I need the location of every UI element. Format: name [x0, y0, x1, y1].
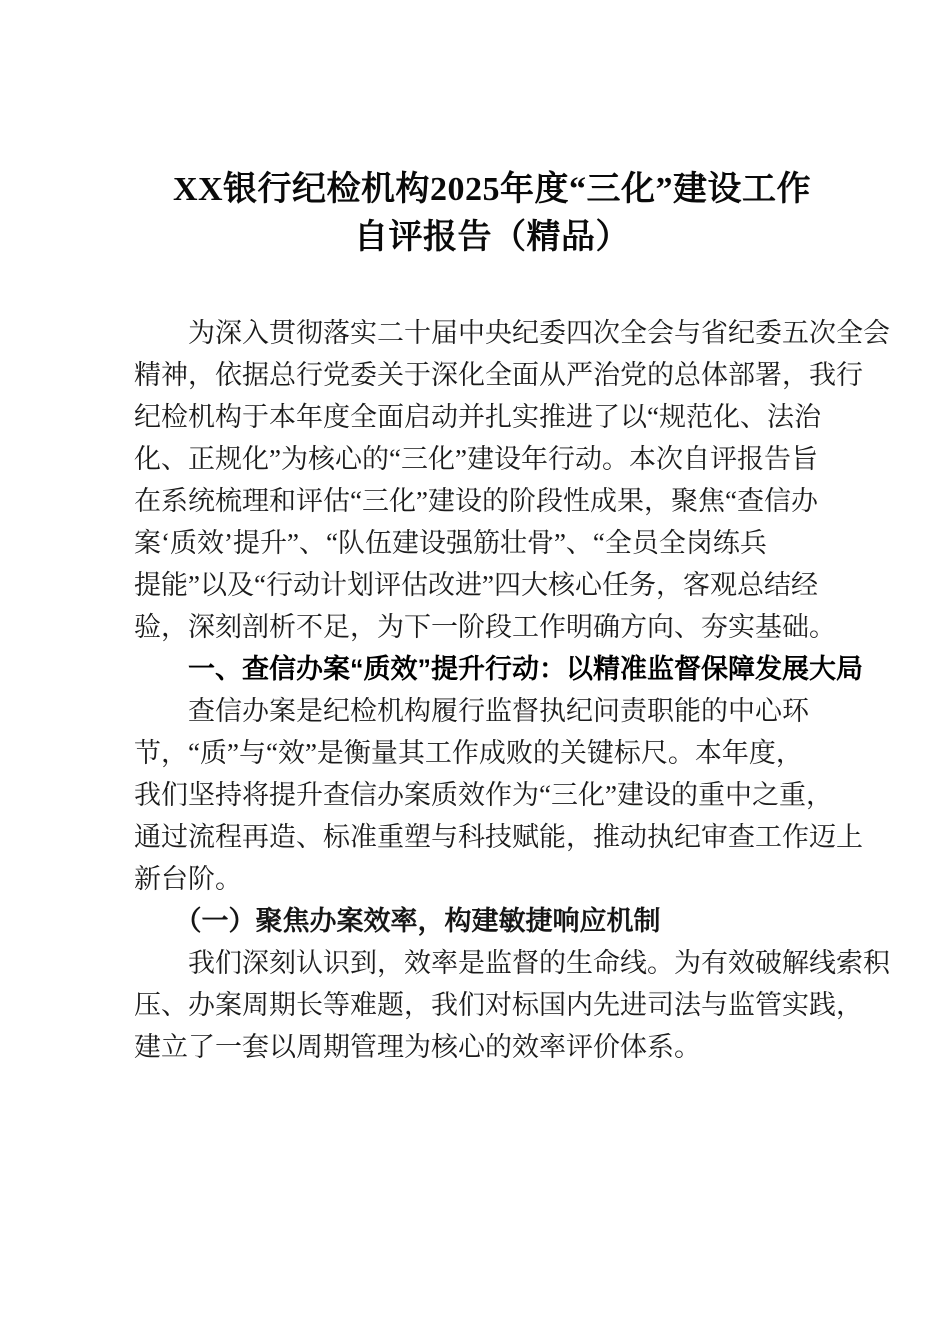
subsection-1-1-paragraph [134, 942, 890, 1068]
page-title [134, 0, 850, 262]
text-line: 通过流程再造、标准重塑与科技赋能，推动执纪审查工作迈上 [134, 822, 863, 852]
text-line: 验，深刻剖析不足，为下一阶段工作明确方向、夯实基础。 [134, 612, 836, 642]
document-body [134, 0, 890, 1068]
text-line: 在系统梳理和评估“三化”建设的阶段性成果，聚焦“查信办 [134, 486, 818, 516]
text-line: 我们坚持将提升查信办案质效作为“三化”建设的重中之重， [134, 780, 833, 810]
title-spacer [134, 262, 850, 312]
text-line: 新台阶。 [134, 864, 242, 894]
title-line-2: 自评报告（精品） [354, 219, 630, 256]
text-line: 化、正规化”为核心的“三化”建设年行动。本次自评报告旨 [134, 444, 818, 474]
text-line: 精神，依据总行党委关于深化全面从严治党的总体部署，我行 [134, 360, 863, 390]
text-line: 提能”以及“行动计划评估改进”四大核心任务，客观总结经 [134, 570, 818, 600]
intro-paragraph [134, 312, 890, 648]
text-line: 案‘质效’提升”、“队伍建设强筋壮骨”、“全员全岗练兵 [134, 528, 767, 558]
text-line: 查信办案是纪检机构履行监督执纪问责职能的中心环 [134, 696, 809, 726]
text-line: 纪检机构于本年度全面启动并扎实推进了以“规范化、法治 [134, 402, 821, 432]
text-line: 我们深刻认识到，效率是监督的生命线。为有效破解线索积 [134, 948, 890, 978]
text-line: 建立了一套以周期管理为核心的效率评价体系。 [134, 1032, 701, 1062]
title-line-1: XX银行纪检机构2025年度“三化”建设工作 [172, 171, 812, 208]
section-heading-1: 一、查信办案“质效”提升行动：以精准监督保障发展大局 [134, 654, 863, 684]
text-line: 节，“质”与“效”是衡量其工作成败的关键标尺。本年度， [134, 738, 803, 768]
text-line: 压、办案周期长等难题，我们对标国内先进司法与监管实践， [134, 990, 863, 1020]
section-1-paragraph [134, 690, 863, 900]
subsection-heading-1-1: （一）聚焦办案效率，构建敏捷响应机制 [134, 906, 661, 936]
text-line: 为深入贯彻落实二十届中央纪委四次全会与省纪委五次全会 [134, 318, 890, 348]
